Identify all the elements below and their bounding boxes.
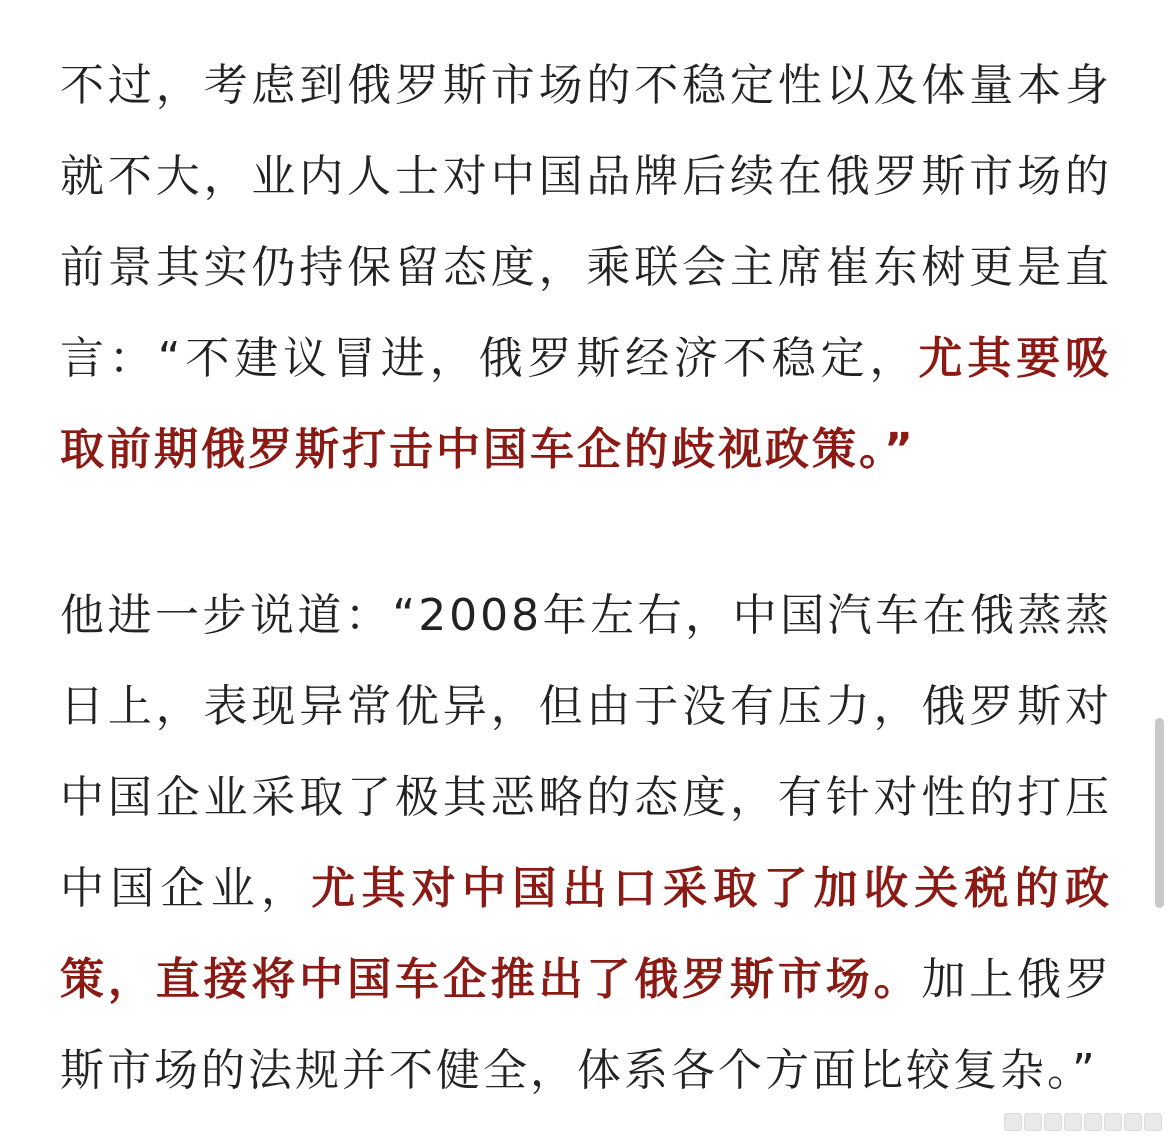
- watermark-glyph: [1004, 1113, 1022, 1131]
- scrollbar-thumb[interactable]: [1155, 718, 1164, 908]
- paragraph-2-text-end: 加上俄罗斯市场的法规并不健全，体系各个方面比较复杂。”: [60, 954, 1113, 1096]
- watermark-glyph: [1064, 1113, 1082, 1131]
- paragraph-1-text: 不过，考虑到俄罗斯市场的不稳定性以及体量本身就不大，业内人士对中国品牌后续在俄罗斯市场的前景其实仍持保留态度，乘联会主席崔东树更是直言：“不建议冒进，俄罗斯经济不稳定，: [60, 60, 1112, 384]
- paragraph-2-highlight: 尤其对中国出口采取了加收关税的政策，直接将中国车企推出了俄罗斯市场。: [60, 863, 1112, 1005]
- watermark-glyph: [1144, 1113, 1162, 1131]
- watermark-logo: [1004, 1113, 1162, 1131]
- watermark-glyph: [1124, 1113, 1142, 1131]
- paragraph-1-highlight: 尤其要吸取前期俄罗斯打击中国车企的歧视政策。”: [60, 333, 1113, 475]
- watermark-glyph: [1104, 1113, 1122, 1131]
- paragraph-2-text-start: 他进一步说道：“2008年左右，中国汽车在俄蒸蒸日上，表现异常优异，但由于没有压力，俄罗斯对中国企业采取了极其恶略的态度，有针对性的打压中国企业，: [60, 590, 1112, 914]
- watermark-glyph: [1084, 1113, 1102, 1131]
- watermark-glyph: [1044, 1113, 1062, 1131]
- watermark-glyph: [1024, 1113, 1042, 1131]
- article-body: [60, 40, 1112, 1116]
- paragraph-1: [60, 40, 1112, 495]
- paragraph-2: [60, 570, 1112, 1116]
